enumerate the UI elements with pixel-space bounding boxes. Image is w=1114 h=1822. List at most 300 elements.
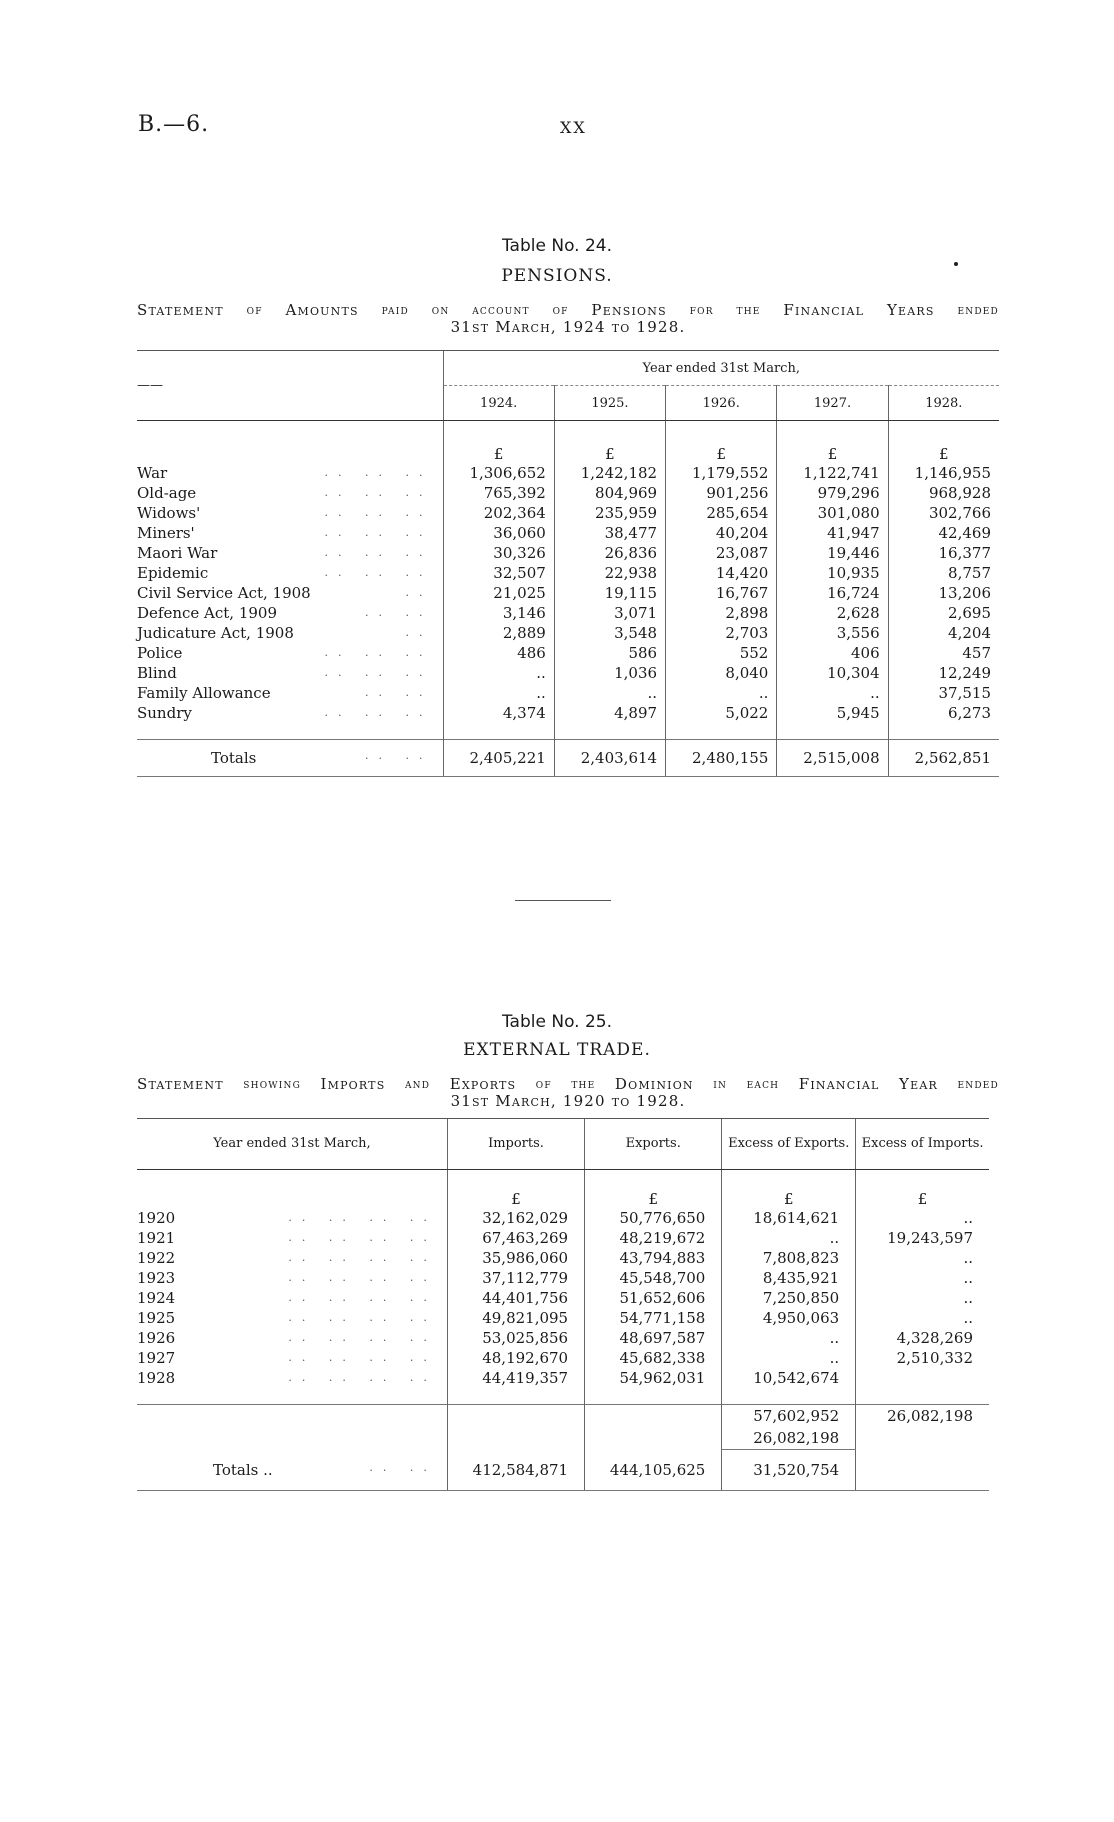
- row-label-wrap: [137, 1368, 447, 1388]
- pensions-row-label: [137, 663, 443, 683]
- row-label: Defence Act, 1909: [137, 604, 278, 622]
- trade-imports-value: 53,025,856: [447, 1328, 584, 1348]
- trade-gap-row: [137, 1388, 989, 1405]
- trade-excess-imports-value: 2,510,332: [856, 1348, 989, 1368]
- pensions-row-label: [137, 623, 443, 643]
- pensions-value: 2,898: [666, 603, 777, 623]
- pensions-value: 5,022: [666, 703, 777, 723]
- trade-imports-value: 44,401,756: [447, 1288, 584, 1308]
- statement-word: in: [713, 1076, 728, 1092]
- row-label-wrap: [137, 563, 443, 583]
- row-label-wrap: [137, 703, 443, 723]
- pensions-value: 10,304: [777, 663, 888, 683]
- pensions-value: 40,204: [666, 523, 777, 543]
- pensions-value: 6,273: [888, 703, 999, 723]
- trade-row: [137, 1288, 989, 1308]
- trade-excess-exports-header: Excess of Exports.: [722, 1119, 856, 1170]
- trade-excess-exports-value: 18,614,621: [722, 1208, 856, 1228]
- pensions-value: 8,040: [666, 663, 777, 683]
- pensions-totals-label: [137, 740, 443, 777]
- trade-exports-value: 45,548,700: [585, 1268, 722, 1288]
- trade-excess-exports-value: 8,435,921: [722, 1268, 856, 1288]
- table25-statement-line2: 31st March, 1920 to 1928.: [450, 1092, 686, 1110]
- dot-leader: .. .. ..: [324, 486, 433, 499]
- pensions-value: 901,256: [666, 483, 777, 503]
- trade-excess-exports-value: 10,542,674: [722, 1368, 856, 1388]
- pensions-row: [137, 503, 999, 523]
- statement-word: the: [736, 302, 761, 318]
- statement-word: ended: [957, 302, 999, 318]
- trade-excess-imports-value: [856, 1368, 989, 1388]
- pensions-year-header: 1924.: [443, 386, 554, 421]
- pensions-totals-row: [137, 740, 999, 777]
- trade-row: [137, 1248, 989, 1268]
- pensions-row-label: [137, 683, 443, 703]
- trade-row: [137, 1228, 989, 1248]
- page-reference: B.—6.: [138, 112, 210, 137]
- trade-currency-symbol: £: [856, 1170, 989, 1209]
- pensions-group-header: Year ended 31st March,: [443, 351, 999, 386]
- trade-imports-value: 37,112,779: [447, 1268, 584, 1288]
- pensions-currency-symbol: £: [443, 421, 554, 464]
- pensions-value: 16,724: [777, 583, 888, 603]
- pensions-table-body: [137, 421, 999, 777]
- trade-row-year: [137, 1348, 447, 1368]
- statement-word: Exports: [449, 1075, 517, 1093]
- section-separator: [515, 900, 611, 901]
- pensions-value: 2,703: [666, 623, 777, 643]
- statement-word: on: [431, 302, 450, 318]
- pensions-value: 235,959: [554, 503, 665, 523]
- trade-currency-symbol: £: [447, 1170, 584, 1209]
- row-label: Civil Service Act, 1908: [137, 584, 311, 602]
- gap-cell: [777, 723, 888, 740]
- row-label-wrap: [137, 523, 443, 543]
- statement-word: Imports: [320, 1075, 386, 1093]
- dot-leader: .. .. .. ..: [288, 1371, 437, 1384]
- pensions-row-label: [137, 483, 443, 503]
- trade-exports-header: Exports.: [585, 1119, 722, 1170]
- pensions-year-header: 1925.: [554, 386, 665, 421]
- pensions-row-label: [137, 503, 443, 523]
- dot-leader: .. .. ..: [324, 546, 433, 559]
- statement-word: the: [571, 1076, 596, 1092]
- row-label-wrap: [137, 543, 443, 563]
- row-label: 1926: [137, 1329, 176, 1347]
- row-label: Police: [137, 644, 183, 662]
- row-label-wrap: [137, 483, 443, 503]
- pensions-currency-symbol: £: [888, 421, 999, 464]
- dot-leader: .. .. .. ..: [288, 1331, 437, 1344]
- pensions-value: 41,947: [777, 523, 888, 543]
- row-label-wrap: [137, 1288, 447, 1308]
- pensions-value: 968,928: [888, 483, 999, 503]
- pensions-value: 3,146: [443, 603, 554, 623]
- pensions-value: 586: [554, 643, 665, 663]
- table25-statement-line1: [137, 1076, 999, 1093]
- pensions-table: [137, 350, 999, 777]
- statement-word: of: [535, 1076, 552, 1092]
- trade-excess-imports-header: Excess of Imports.: [856, 1119, 989, 1170]
- row-label: Widows': [137, 504, 201, 522]
- pensions-value: 2,628: [777, 603, 888, 623]
- statement-word: for: [689, 302, 714, 318]
- dot-leader: .. .. ..: [324, 666, 433, 679]
- pensions-value: 202,364: [443, 503, 554, 523]
- trade-row-year: [137, 1248, 447, 1268]
- trade-exports-value: 43,794,883: [585, 1248, 722, 1268]
- trade-row: [137, 1308, 989, 1328]
- row-label-wrap: [137, 683, 443, 703]
- trade-row: [137, 1328, 989, 1348]
- trade-exports-value: 45,682,338: [585, 1348, 722, 1368]
- pensions-row-label: [137, 583, 443, 603]
- dot-leader: .. .. .. ..: [288, 1271, 437, 1284]
- pensions-value: 32,507: [443, 563, 554, 583]
- pensions-row: [137, 703, 999, 723]
- statement-word: of: [246, 302, 263, 318]
- dot-leader: .. .. ..: [324, 526, 433, 539]
- row-label: Epidemic: [137, 564, 209, 582]
- pensions-row: [137, 663, 999, 683]
- statement-word: Amounts: [285, 301, 359, 319]
- row-label: Miners': [137, 524, 195, 542]
- pensions-value: 4,374: [443, 703, 554, 723]
- dot-leader: ..: [405, 586, 433, 599]
- row-label-wrap: [137, 503, 443, 523]
- pensions-value: ..: [777, 683, 888, 703]
- pensions-value: 979,296: [777, 483, 888, 503]
- pensions-value: 2,695: [888, 603, 999, 623]
- dot-leader: .. ..: [369, 1460, 437, 1474]
- statement-word: ended: [957, 1076, 999, 1092]
- dot-leader: .. .. ..: [324, 506, 433, 519]
- statement-word: Financial: [783, 301, 865, 319]
- pensions-value: 1,306,652: [443, 463, 554, 483]
- subtotal-blank: [137, 1405, 447, 1428]
- trade-excess-exports-value: 7,808,823: [722, 1248, 856, 1268]
- row-label: War: [137, 464, 168, 482]
- row-label-wrap: [137, 1248, 447, 1268]
- pensions-row-label: [137, 643, 443, 663]
- trade-imports-total: 412,584,871: [447, 1450, 584, 1491]
- trade-imports-value: 49,821,095: [447, 1308, 584, 1328]
- gap-cell: [585, 1388, 722, 1405]
- row-label: Judicature Act, 1908: [137, 624, 294, 642]
- external-trade-table: [137, 1118, 989, 1491]
- row-label-wrap: [137, 1308, 447, 1328]
- trade-excess-exports-value: 7,250,850: [722, 1288, 856, 1308]
- trade-deduction-row: [137, 1427, 989, 1450]
- pensions-total-value: 2,562,851: [888, 740, 999, 777]
- pensions-value: 406: [777, 643, 888, 663]
- dot-leader: .. .. .. ..: [288, 1351, 437, 1364]
- trade-exports-value: 51,652,606: [585, 1288, 722, 1308]
- trade-excess-imports-sum: 26,082,198: [856, 1405, 989, 1428]
- dot-leader: .. .. .. ..: [288, 1251, 437, 1264]
- trade-excess-exports-value: 4,950,063: [722, 1308, 856, 1328]
- pensions-value: 36,060: [443, 523, 554, 543]
- pensions-currency-row: [137, 421, 999, 464]
- trade-year-header: Year ended 31st March,: [137, 1119, 447, 1170]
- row-label-wrap: [213, 1461, 447, 1479]
- row-label: Sundry: [137, 704, 192, 722]
- pensions-gap-row: [137, 723, 999, 740]
- row-label: 1922: [137, 1249, 176, 1267]
- pensions-value: 37,515: [888, 683, 999, 703]
- pensions-value: ..: [443, 663, 554, 683]
- pensions-row: [137, 543, 999, 563]
- pensions-value: 42,469: [888, 523, 999, 543]
- trade-exports-value: 48,219,672: [585, 1228, 722, 1248]
- pensions-value: 457: [888, 643, 999, 663]
- trade-excess-exports-value: ..: [722, 1348, 856, 1368]
- trade-row-year: [137, 1228, 447, 1248]
- row-label: Totals ..: [213, 1460, 273, 1479]
- pensions-value: 1,146,955: [888, 463, 999, 483]
- dot-leader: .. .. ..: [324, 566, 433, 579]
- trade-row-year: [137, 1368, 447, 1388]
- pensions-value: 804,969: [554, 483, 665, 503]
- trade-excess-imports-total: [856, 1450, 989, 1491]
- row-label: 1928: [137, 1369, 176, 1387]
- trade-row-year: [137, 1328, 447, 1348]
- deduction-blank: [447, 1427, 584, 1450]
- subtotal-blank: [447, 1405, 584, 1428]
- row-label: Maori War: [137, 544, 218, 562]
- pensions-row: [137, 583, 999, 603]
- pensions-value: 301,080: [777, 503, 888, 523]
- table24-title: PENSIONS.: [501, 266, 613, 286]
- dot-leader: .. ..: [365, 749, 433, 762]
- row-label: 1925: [137, 1309, 176, 1327]
- row-label: Blind: [137, 664, 177, 682]
- row-label-wrap: [137, 1268, 447, 1288]
- trade-exports-total: 444,105,625: [585, 1450, 722, 1491]
- statement-word: Financial: [798, 1075, 880, 1093]
- trade-row: [137, 1368, 989, 1388]
- trade-excess-imports-value: 4,328,269: [856, 1328, 989, 1348]
- pensions-row-label: [137, 603, 443, 623]
- row-label: 1923: [137, 1269, 176, 1287]
- statement-word: account: [472, 302, 530, 318]
- deduction-blank: [585, 1427, 722, 1450]
- pensions-row: [137, 483, 999, 503]
- pensions-value: 22,938: [554, 563, 665, 583]
- pensions-value: 302,766: [888, 503, 999, 523]
- statement-word: and: [404, 1076, 431, 1092]
- pensions-year-header: 1926.: [666, 386, 777, 421]
- pensions-total-value: 2,403,614: [554, 740, 665, 777]
- statement-word: Years: [886, 301, 935, 319]
- row-label-wrap: [137, 1328, 447, 1348]
- pensions-value: 30,326: [443, 543, 554, 563]
- row-label: Old-age: [137, 484, 197, 502]
- pensions-year-header: 1927.: [777, 386, 888, 421]
- pensions-value: 16,767: [666, 583, 777, 603]
- trade-exports-value: 54,771,158: [585, 1308, 722, 1328]
- table24-statement-line1: [137, 302, 999, 319]
- pensions-row-label: [137, 543, 443, 563]
- row-label: Family Allowance: [137, 684, 271, 702]
- dot-leader: .. .. .. ..: [288, 1231, 437, 1244]
- pensions-value: 2,889: [443, 623, 554, 643]
- pensions-value: 10,935: [777, 563, 888, 583]
- row-label-wrap: [137, 463, 443, 483]
- trade-totals-row: [137, 1450, 989, 1491]
- pensions-value: 12,249: [888, 663, 999, 683]
- dot-leader: .. .. .. ..: [288, 1211, 437, 1224]
- gap-cell: [447, 1388, 584, 1405]
- dot-leader: .. .. .. ..: [288, 1311, 437, 1324]
- trade-imports-value: 67,463,269: [447, 1228, 584, 1248]
- subtotal-blank: [585, 1405, 722, 1428]
- trade-currency-symbol: £: [722, 1170, 856, 1209]
- trade-currency-row: [137, 1170, 989, 1209]
- trade-currency-symbol: £: [585, 1170, 722, 1209]
- pensions-row: [137, 523, 999, 543]
- trade-exports-value: 54,962,031: [585, 1368, 722, 1388]
- pensions-currency-symbol: £: [554, 421, 665, 464]
- trade-imports-value: 48,192,670: [447, 1348, 584, 1368]
- dot-leader: .. .. ..: [324, 646, 433, 659]
- row-label-wrap: [137, 1348, 447, 1368]
- dot-leader: .. ..: [365, 606, 433, 619]
- statement-word: of: [552, 302, 569, 318]
- trade-imports-value: 32,162,029: [447, 1208, 584, 1228]
- trade-currency-blank: [137, 1170, 447, 1209]
- pensions-row-label: [137, 563, 443, 583]
- gap-cell: [443, 723, 554, 740]
- pensions-value: 3,071: [554, 603, 665, 623]
- table24-statement-line2: 31st March, 1924 to 1928.: [450, 318, 686, 336]
- pensions-value: 5,945: [777, 703, 888, 723]
- row-label-wrap: [137, 623, 443, 643]
- trade-excess-exports-sum: 57,602,952: [722, 1405, 856, 1428]
- pensions-row: [137, 643, 999, 663]
- trade-excess-imports-value: ..: [856, 1208, 989, 1228]
- dot-leader: ..: [405, 626, 433, 639]
- row-label: Totals: [211, 749, 257, 767]
- statement-word: Statement: [137, 1075, 224, 1093]
- pensions-value: 1,122,741: [777, 463, 888, 483]
- row-label-wrap: [137, 1208, 447, 1228]
- trade-excess-exports-value: ..: [722, 1328, 856, 1348]
- pensions-value: 1,179,552: [666, 463, 777, 483]
- row-label: 1924: [137, 1289, 176, 1307]
- row-label-wrap: [137, 603, 443, 623]
- pensions-row: [137, 603, 999, 623]
- pensions-value: 38,477: [554, 523, 665, 543]
- trade-excess-exports-deduction: 26,082,198: [722, 1427, 856, 1450]
- trade-imports-value: 35,986,060: [447, 1248, 584, 1268]
- pensions-value: 13,206: [888, 583, 999, 603]
- pensions-value: 486: [443, 643, 554, 663]
- trade-exports-value: 48,697,587: [585, 1328, 722, 1348]
- trade-exports-value: 50,776,650: [585, 1208, 722, 1228]
- statement-word: Year: [899, 1075, 938, 1093]
- pensions-value: 3,548: [554, 623, 665, 643]
- pensions-value: ..: [554, 683, 665, 703]
- table25-title: EXTERNAL TRADE.: [463, 1040, 651, 1060]
- statement-word: Pensions: [591, 301, 667, 319]
- row-label: 1927: [137, 1349, 176, 1367]
- pensions-value: ..: [443, 683, 554, 703]
- pensions-row: [137, 623, 999, 643]
- pensions-value: 765,392: [443, 483, 554, 503]
- statement-word: Dominion: [614, 1075, 694, 1093]
- pensions-value: 26,836: [554, 543, 665, 563]
- pensions-value: 19,446: [777, 543, 888, 563]
- pensions-row: [137, 563, 999, 583]
- pensions-value: 285,654: [666, 503, 777, 523]
- pensions-value: 552: [666, 643, 777, 663]
- statement-word: Statement: [137, 301, 224, 319]
- trade-row-year: [137, 1208, 447, 1228]
- pensions-value: ..: [666, 683, 777, 703]
- pensions-value: 3,556: [777, 623, 888, 643]
- pensions-currency-blank: [137, 421, 443, 464]
- gap-cell: [137, 723, 443, 740]
- row-label-wrap: [137, 1228, 447, 1248]
- table25-number: Table No. 25.: [501, 1012, 613, 1032]
- pensions-value: 4,204: [888, 623, 999, 643]
- trade-row: [137, 1268, 989, 1288]
- trade-excess-imports-value: ..: [856, 1308, 989, 1328]
- gap-cell: [722, 1388, 856, 1405]
- pensions-row-label: [137, 463, 443, 483]
- pensions-currency-symbol: £: [777, 421, 888, 464]
- pensions-total-value: 2,405,221: [443, 740, 554, 777]
- row-label: 1920: [137, 1209, 176, 1227]
- pensions-row: [137, 463, 999, 483]
- trade-excess-imports-value: ..: [856, 1248, 989, 1268]
- row-label-wrap: [211, 749, 443, 767]
- statement-word: each: [746, 1076, 780, 1092]
- pensions-value: 1,036: [554, 663, 665, 683]
- trade-excess-imports-value: ..: [856, 1268, 989, 1288]
- trade-row-year: [137, 1308, 447, 1328]
- pensions-total-value: 2,515,008: [777, 740, 888, 777]
- dot-leader: .. .. ..: [324, 466, 433, 479]
- gap-cell: [137, 1388, 447, 1405]
- pensions-corner-header: ——: [137, 351, 443, 421]
- pensions-value: 19,115: [554, 583, 665, 603]
- dot-leader: .. .. ..: [324, 706, 433, 719]
- row-label-wrap: [137, 583, 443, 603]
- pensions-row-label: [137, 703, 443, 723]
- statement-word: paid: [381, 302, 409, 318]
- trade-excess-imports-value: ..: [856, 1288, 989, 1308]
- row-label-wrap: [137, 643, 443, 663]
- statement-word: showing: [243, 1076, 301, 1092]
- gap-cell: [888, 723, 999, 740]
- trade-row-year: [137, 1288, 447, 1308]
- trade-totals-label: [137, 1450, 447, 1491]
- pensions-value: 4,897: [554, 703, 665, 723]
- pensions-value: 16,377: [888, 543, 999, 563]
- table24-number: Table No. 24.: [501, 236, 613, 256]
- gap-cell: [554, 723, 665, 740]
- table25-statement: [137, 1076, 999, 1110]
- row-label-wrap: [137, 663, 443, 683]
- deduction-blank: [856, 1427, 989, 1450]
- pensions-value: 21,025: [443, 583, 554, 603]
- trade-row: [137, 1348, 989, 1368]
- gap-cell: [856, 1388, 989, 1405]
- trade-row-year: [137, 1268, 447, 1288]
- external-trade-table-body: [137, 1170, 989, 1491]
